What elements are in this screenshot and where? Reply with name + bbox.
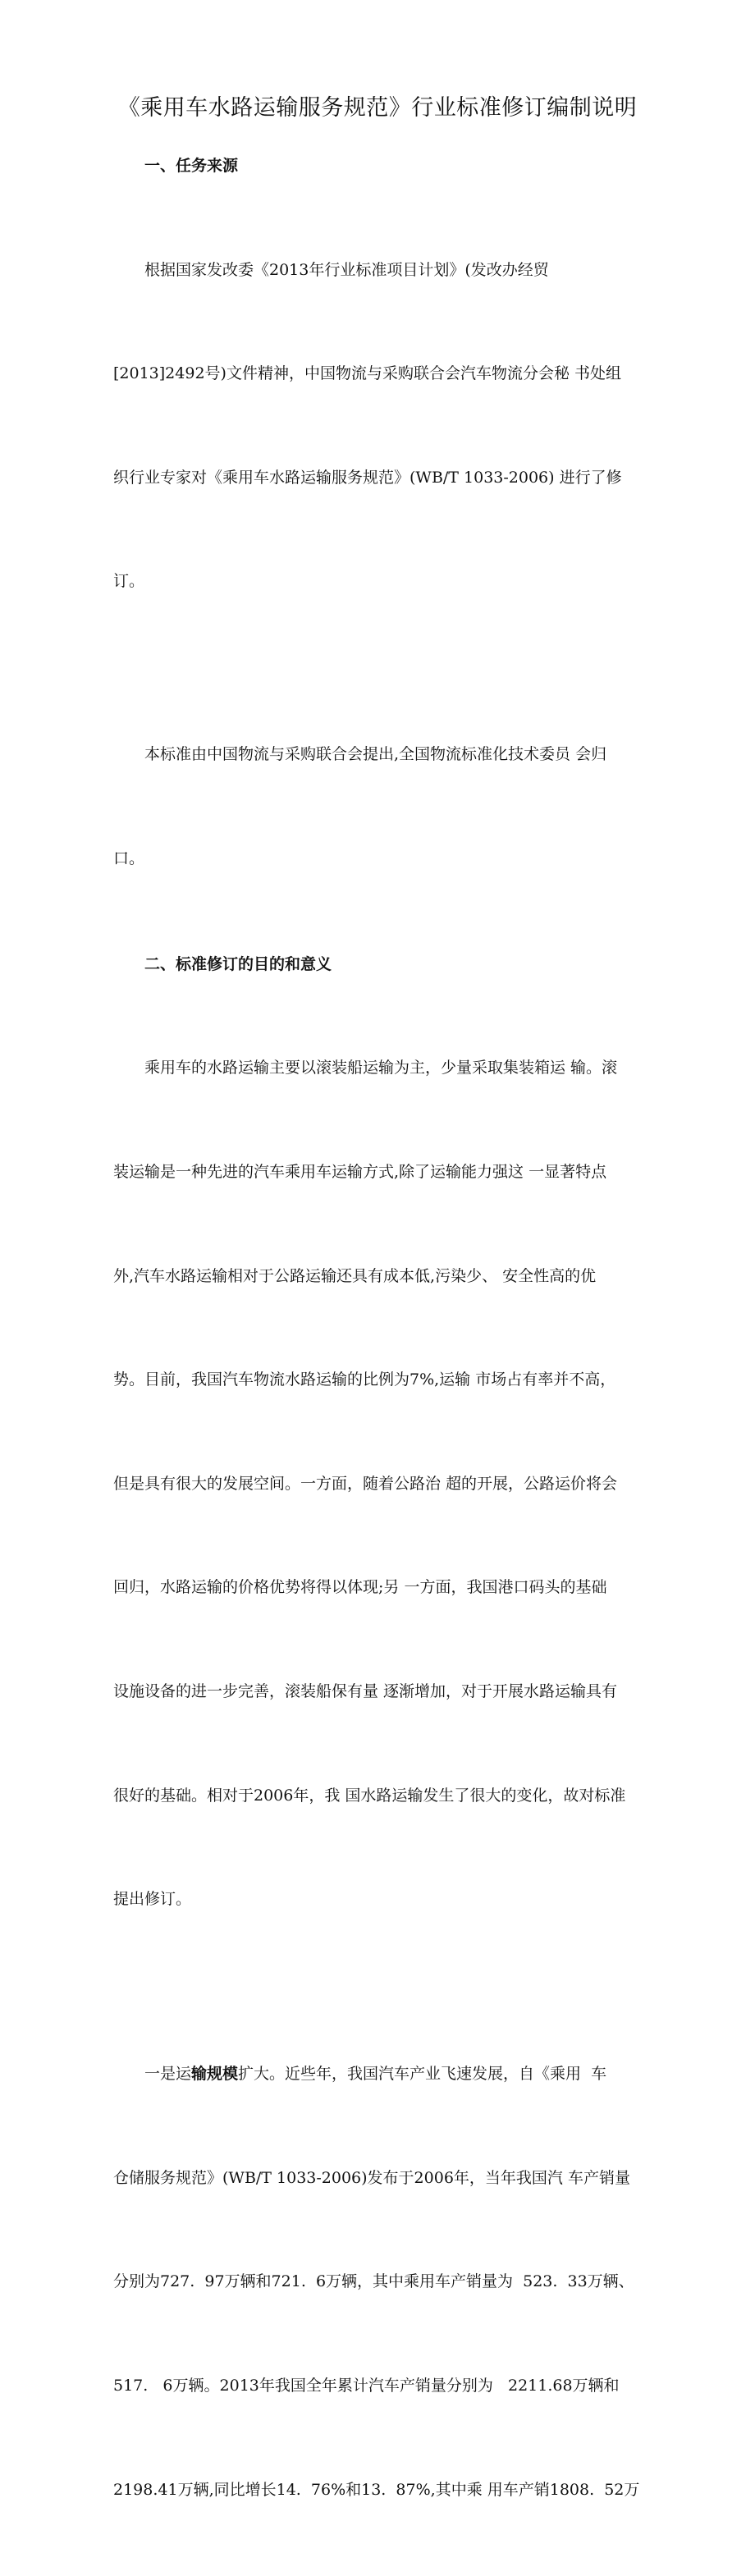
- section-heading-task-source: 一、任务来源: [144, 157, 239, 175]
- text-line: 订。: [113, 572, 145, 591]
- text-line: 分别为727. 97万辆和721. 6万辆，其中乘用车产销量为 523. 33万辆、: [113, 2272, 634, 2291]
- paragraph-purpose: [113, 981, 647, 1986]
- text-line: 乘用车的水路运输主要以滚装船运输为主，少量采取集装箱运 输。滚: [144, 1059, 618, 1078]
- text-line: 根据国家发改委《2013年行业标准项目计划》(发改办经贸: [144, 260, 549, 279]
- text-line: 织行业专家对《乘用车水路运输服务规范》(WB/T 1033-2006) 进行了修: [113, 468, 622, 487]
- text-line: 但是具有很大的发展空间。一方面，随着公路治 超的开展，公路运价将会: [113, 1474, 618, 1493]
- scale-bold-text: 输规模: [191, 2065, 239, 2084]
- text-line: 提出修订。: [113, 1890, 192, 1909]
- text-line: 装运输是一种先进的汽车乘用车运输方式,除了运输能力强这 一显著特点: [113, 1162, 607, 1181]
- text-line: 517. 6万辆。2013年我国全年累计汽车产销量分别为 2211.68万辆和: [113, 2377, 620, 2395]
- text-line: 很好的基础。相对于2006年，我 国水路运输发生了很大的变化，故对标准: [113, 1786, 626, 1805]
- text-line: [2013]2492号)文件精神，中国物流与采购联合会汽车物流分会秘 书处组: [113, 364, 621, 383]
- paragraph-proposer: [113, 668, 647, 945]
- text-line: [113, 2057, 647, 2091]
- scale-first-line-rest: 扩大。近些年，我国汽车产业飞速发展，自《乘用 车: [238, 2065, 607, 2084]
- section-heading-purpose: 二、标准修订的目的和意义: [144, 954, 332, 973]
- text-line: 口。: [113, 849, 145, 868]
- text-line: 外,汽车水路运输相对于公路运输还具有成本低,污染少、 安全性高的优: [113, 1266, 597, 1285]
- text-line: 设施设备的进一步完善，滚装船保有量 逐渐增加，对于开展水路运输具有: [113, 1681, 618, 1700]
- text-line: 仓储服务规范》(WB/T 1033-2006)发布于2006年，当年我国汽 车产销量: [113, 2168, 630, 2187]
- text-line: 势。目前，我国汽车物流水路运输的比例为7%,运输 市场占有率并不高，: [113, 1370, 616, 1389]
- document-body: [113, 149, 647, 2576]
- scale-prefix: 一是运: [144, 2065, 192, 2084]
- text-line: 本标准由中国物流与采购联合会提出,全国物流标准化技术委员 会归: [144, 745, 607, 764]
- paragraph-task-source: [113, 183, 647, 668]
- document-title: 《乘用车水路运输服务规范》行业标准修订编制说明: [117, 95, 638, 121]
- text-line: 2198.41万辆,同比增长14. 76%和13. 87%,其中乘 用车产销1808. 52万: [113, 2480, 640, 2499]
- text-line: 回归，水路运输的价格优势将得以体现;另 一方面，我国港口码头的基础: [113, 1578, 607, 1597]
- paragraph-scale: [113, 1988, 647, 2576]
